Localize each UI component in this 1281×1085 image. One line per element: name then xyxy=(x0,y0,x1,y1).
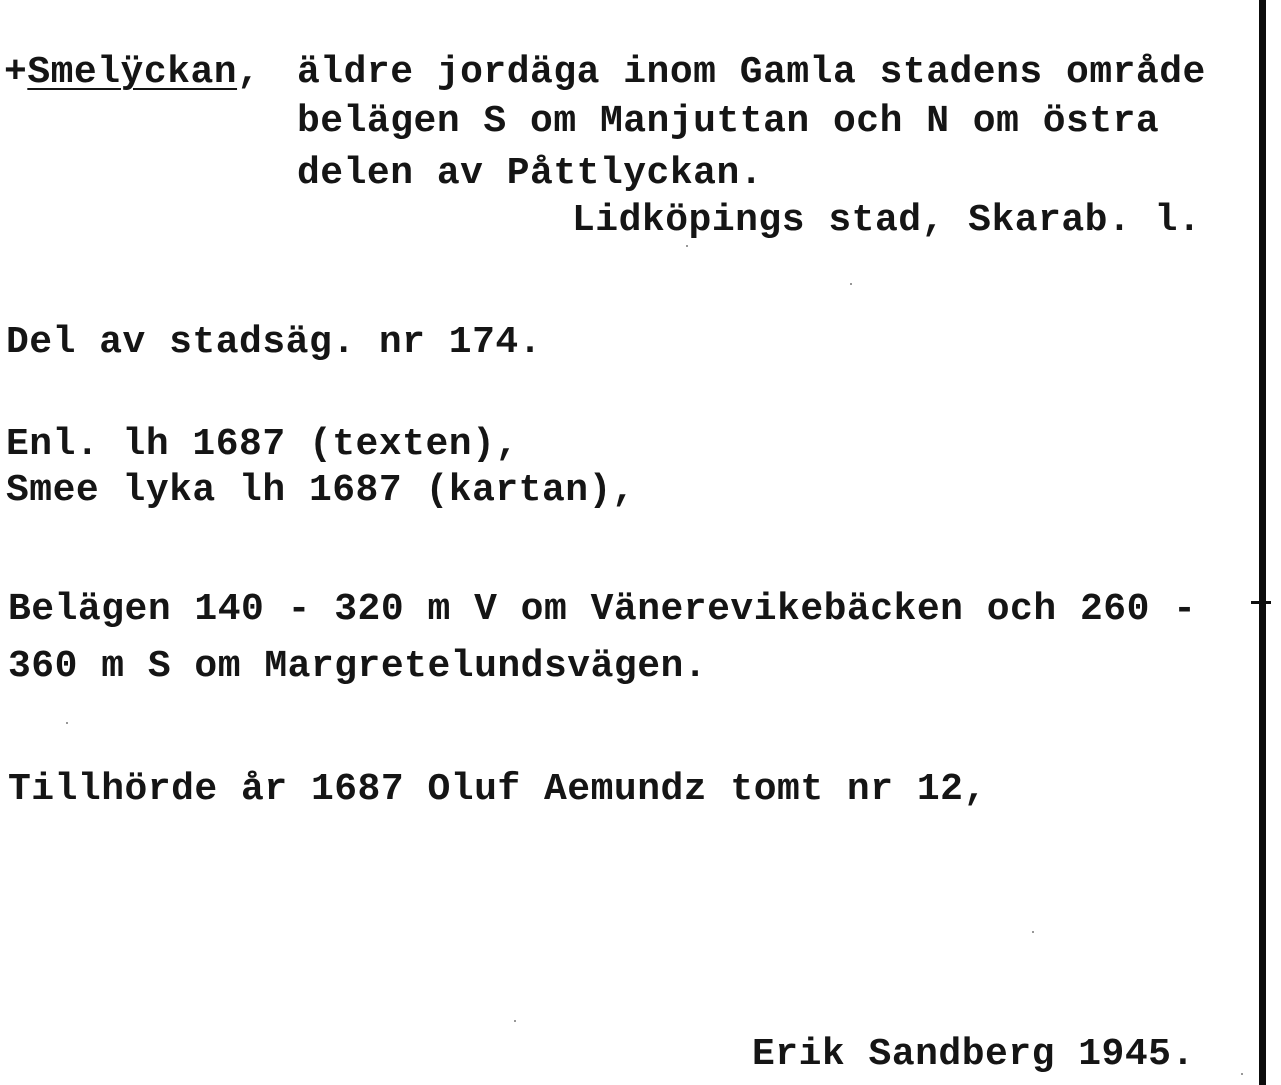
entry-marker: + xyxy=(4,51,28,94)
scan-speck xyxy=(850,283,852,285)
position-line-2: 360 m S om Margretelundsvägen. xyxy=(8,645,708,688)
source-map-reference: Smee lyka lh 1687 (kartan), xyxy=(6,469,636,512)
scan-speck xyxy=(686,245,688,247)
signature: Erik Sandberg 1945. xyxy=(752,1033,1195,1076)
entry-headword: Smelÿckan xyxy=(27,51,238,94)
card-edge-tick xyxy=(1251,601,1271,604)
entry-description-line-3: delen av Påttlyckan. xyxy=(297,152,764,195)
parcel-reference: Del av stadsäg. nr 174. xyxy=(6,321,542,364)
scan-speck xyxy=(514,1020,516,1022)
card-right-edge xyxy=(1259,0,1266,1085)
source-text-reference: Enl. lh 1687 (texten), xyxy=(6,423,519,466)
ownership-line: Tillhörde år 1687 Oluf Aemundz tomt nr 12, xyxy=(8,768,987,811)
scan-speck xyxy=(1241,1073,1243,1075)
scan-speck xyxy=(1032,931,1034,933)
headword-comma: , xyxy=(237,51,284,94)
entry-location: Lidköpings stad, Skarab. l. xyxy=(572,199,1202,242)
entry-description-line-1: äldre jordäga inom Gamla stadens område xyxy=(297,51,1206,94)
position-line-1: Belägen 140 - 320 m V om Vänerevikebäcken och 260 - xyxy=(8,588,1197,631)
scan-speck xyxy=(66,722,68,724)
entry-head-line xyxy=(4,48,284,98)
entry-description-line-2: belägen S om Manjuttan och N om östra xyxy=(297,100,1160,143)
